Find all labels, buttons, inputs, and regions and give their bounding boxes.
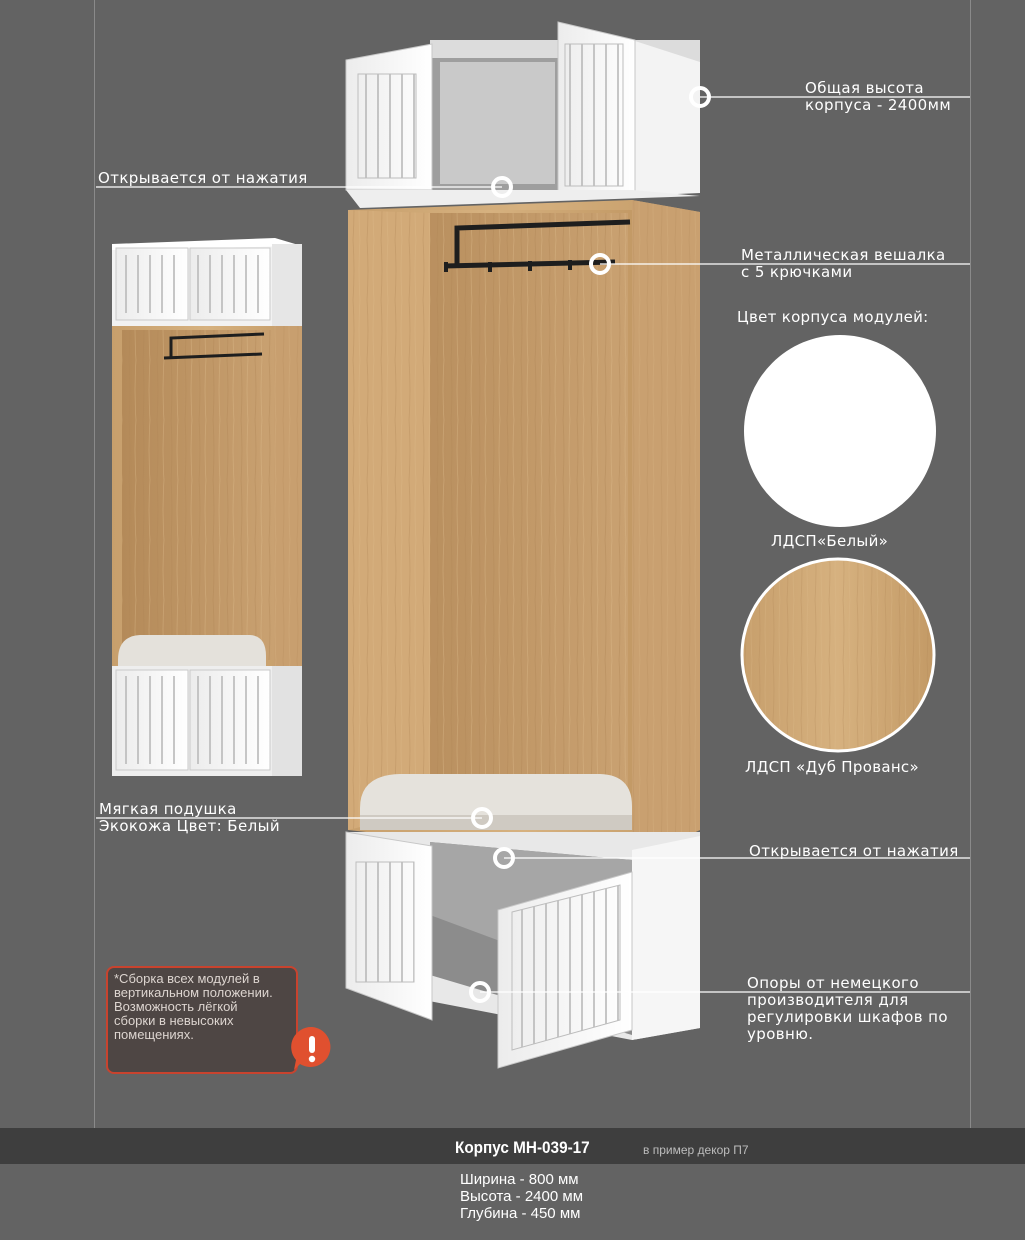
dim-width: Ширина - 800 мм (460, 1171, 579, 1188)
product-title: Корпус МН-039-17 (455, 1138, 590, 1157)
decor-note: в пример декор П7 (643, 1143, 749, 1157)
dim-height: Высота - 2400 мм (460, 1188, 584, 1205)
callout-top-press: Открывается от нажатия (98, 169, 308, 187)
assembly-note: *Сборка всех модулей в вертикальном положении. Возможность лёгкой сборки в невысоких помещениях. (106, 966, 298, 1074)
swatch-oak (742, 559, 934, 751)
dim-depth: Глубина - 450 мм (460, 1205, 581, 1222)
swatch-oak-label: ЛДСП «Дуб Прованс» (745, 758, 919, 776)
exclamation-icon (288, 1024, 336, 1072)
colors-heading: Цвет корпуса модулей: (737, 308, 929, 326)
swatch-white-label: ЛДСП«Белый» (771, 532, 889, 550)
callout-hanger: Металлическая вешалка с 5 крючками (741, 246, 946, 281)
large-cabinet (346, 22, 700, 1068)
callout-total-height: Общая высота корпуса - 2400мм (805, 79, 952, 114)
swatch-white (744, 335, 936, 527)
dimensions (460, 1171, 583, 1222)
callout-supports: Опоры от немецкого производителя для регулировки шкафов по уровню. (747, 974, 948, 1043)
callout-cushion: Мягкая подушка Экокожа Цвет: Белый (99, 800, 280, 835)
small-cabinet (112, 238, 302, 776)
callout-bottom-press: Открывается от нажатия (749, 842, 959, 860)
